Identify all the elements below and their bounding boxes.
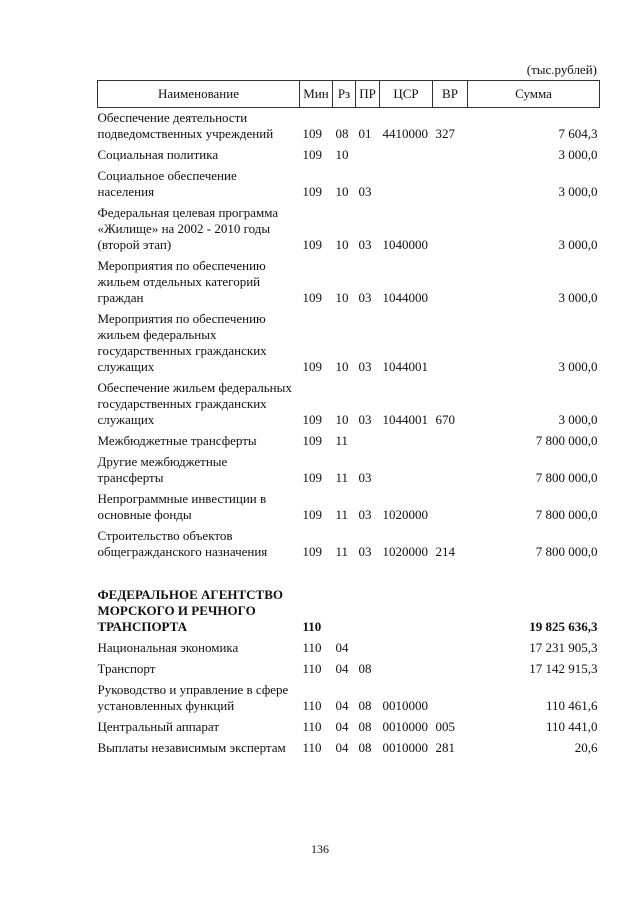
table-row <box>98 717 600 738</box>
cell-vr <box>433 145 468 166</box>
cell-pr: 08 <box>358 740 372 755</box>
cell-rz: 11 <box>335 544 349 559</box>
cell-min: 109 <box>302 359 322 374</box>
cell-pr: 08 <box>358 698 372 713</box>
cell-name: Центральный аппарат <box>97 719 220 734</box>
cell-sum: 19 825 636,3 <box>529 619 598 634</box>
table-row <box>98 203 600 256</box>
cell-min: 110 <box>302 719 322 734</box>
cell-vr: 214 <box>435 544 455 559</box>
cell-sum: 3 000,0 <box>558 237 598 252</box>
cell-name: Социальная политика <box>97 147 219 162</box>
cell-rz <box>333 585 356 638</box>
cell-vr <box>433 203 468 256</box>
header-pr: ПР <box>356 81 380 108</box>
cell-min: 109 <box>302 237 322 252</box>
cell-csr: 4410000 <box>382 126 428 141</box>
cell-rz: 10 <box>335 412 349 427</box>
cell-csr: 1040000 <box>382 237 428 252</box>
cell-rz: 08 <box>335 126 349 141</box>
table-row <box>98 108 600 146</box>
table-row <box>98 659 600 680</box>
cell-pr <box>356 638 380 659</box>
cell-vr <box>433 452 468 489</box>
table-row <box>98 309 600 378</box>
cell-sum: 7 800 000,0 <box>535 544 598 559</box>
cell-rz: 10 <box>335 147 349 162</box>
header-rz: Рз <box>333 81 356 108</box>
cell-csr: 1044001 <box>382 412 428 427</box>
cell-sum: 110 441,0 <box>545 719 598 734</box>
section-spacer <box>98 563 600 585</box>
cell-rz: 04 <box>335 719 349 734</box>
table-header-row <box>98 81 600 108</box>
cell-min: 110 <box>302 640 322 655</box>
cell-sum: 7 800 000,0 <box>535 470 598 485</box>
cell-rz: 10 <box>335 290 349 305</box>
cell-csr <box>380 638 433 659</box>
cell-csr <box>380 431 433 452</box>
cell-name: Национальная экономика <box>97 640 239 655</box>
cell-vr <box>433 489 468 526</box>
cell-pr <box>356 431 380 452</box>
cell-rz: 04 <box>335 640 349 655</box>
header-vr: ВР <box>433 81 468 108</box>
table-row <box>98 489 600 526</box>
budget-table <box>97 80 600 759</box>
cell-name: Мероприятия по обеспечению жильем отдельных категорий граждан <box>97 258 266 305</box>
header-min: Мин <box>300 81 333 108</box>
cell-csr <box>380 166 433 203</box>
table-row <box>98 526 600 563</box>
cell-name: Строительство объектов общегражданского назначения <box>97 528 268 559</box>
cell-vr <box>433 309 468 378</box>
cell-min: 109 <box>302 126 322 141</box>
cell-rz: 11 <box>335 470 349 485</box>
header-csr: ЦСР <box>380 81 433 108</box>
cell-name: Обеспечение жильем федеральных государственных гражданских служащих <box>97 380 292 427</box>
cell-sum: 3 000,0 <box>558 184 598 199</box>
cell-name: Выплаты независимым экспертам <box>97 740 286 755</box>
cell-name: Федеральная целевая программа «Жилище» на 2002 - 2010 годы (второй этап) <box>97 205 279 252</box>
cell-csr: 1044000 <box>382 290 428 305</box>
cell-pr <box>356 145 380 166</box>
cell-min: 109 <box>302 290 322 305</box>
cell-min: 109 <box>302 147 322 162</box>
cell-csr: 0010000 <box>382 719 428 734</box>
cell-min: 109 <box>302 470 322 485</box>
cell-vr <box>433 256 468 309</box>
cell-min: 110 <box>302 698 322 713</box>
cell-name: Обеспечение деятельности подведомственных учреждений <box>97 110 274 141</box>
cell-min: 110 <box>302 740 322 755</box>
cell-vr: 670 <box>435 412 455 427</box>
cell-csr: 1020000 <box>382 507 428 522</box>
cell-pr: 03 <box>358 470 372 485</box>
cell-sum: 7 604,3 <box>558 126 598 141</box>
cell-sum: 3 000,0 <box>558 147 598 162</box>
cell-sum: 3 000,0 <box>558 412 598 427</box>
header-name: Наименование <box>98 81 300 108</box>
cell-pr: 03 <box>358 237 372 252</box>
table-row <box>98 256 600 309</box>
table-row <box>98 638 600 659</box>
cell-sum: 7 800 000,0 <box>535 433 598 448</box>
cell-vr <box>433 431 468 452</box>
cell-rz: 11 <box>335 507 349 522</box>
cell-name: Транспорт <box>97 661 156 676</box>
cell-sum: 17 231 905,3 <box>529 640 598 655</box>
cell-sum: 110 461,6 <box>545 698 598 713</box>
cell-rz: 04 <box>335 740 349 755</box>
cell-csr <box>380 585 433 638</box>
table-row <box>98 680 600 717</box>
table-row <box>98 452 600 489</box>
cell-vr <box>433 659 468 680</box>
cell-csr: 1020000 <box>382 544 428 559</box>
table-row <box>98 431 600 452</box>
cell-pr: 08 <box>358 661 372 676</box>
cell-sum: 17 142 915,3 <box>529 661 598 676</box>
table-row <box>98 738 600 759</box>
cell-pr: 03 <box>358 544 372 559</box>
cell-sum: 20,6 <box>574 740 598 755</box>
cell-vr <box>433 680 468 717</box>
cell-rz: 10 <box>335 184 349 199</box>
cell-name: Другие межбюджетные трансферты <box>97 454 228 485</box>
cell-rz: 04 <box>335 661 349 676</box>
cell-csr <box>380 145 433 166</box>
cell-min: 109 <box>302 507 322 522</box>
cell-vr: 281 <box>435 740 455 755</box>
cell-min: 109 <box>302 433 322 448</box>
cell-vr: 327 <box>435 126 455 141</box>
cell-pr: 03 <box>358 290 372 305</box>
cell-pr: 03 <box>358 412 372 427</box>
cell-csr <box>380 452 433 489</box>
cell-name: Межбюджетные трансферты <box>97 433 257 448</box>
cell-rz: 04 <box>335 698 349 713</box>
cell-min: 109 <box>302 184 322 199</box>
cell-pr <box>356 585 380 638</box>
cell-min: 110 <box>302 661 322 676</box>
cell-pr: 03 <box>358 359 372 374</box>
cell-min: 109 <box>302 544 322 559</box>
table-row <box>98 166 600 203</box>
cell-name: ФЕДЕРАЛЬНОЕ АГЕНТСТВО МОРСКОГО И РЕЧНОГО ТРАНСПОРТА <box>97 587 283 634</box>
cell-sum: 7 800 000,0 <box>535 507 598 522</box>
cell-min: 109 <box>302 412 322 427</box>
cell-rz: 10 <box>335 237 349 252</box>
table-row <box>98 378 600 431</box>
cell-vr <box>433 638 468 659</box>
cell-rz: 11 <box>335 433 349 448</box>
cell-pr: 01 <box>358 126 372 141</box>
page-number: 136 <box>311 842 329 856</box>
cell-sum: 3 000,0 <box>558 359 598 374</box>
table-row <box>98 145 600 166</box>
cell-vr <box>433 585 468 638</box>
cell-rz: 10 <box>335 359 349 374</box>
cell-vr: 005 <box>435 719 455 734</box>
header-sum: Сумма <box>468 81 600 108</box>
cell-name: Социальное обеспечение населения <box>97 168 237 199</box>
cell-sum: 3 000,0 <box>558 290 598 305</box>
cell-vr <box>433 166 468 203</box>
cell-csr: 1044001 <box>382 359 428 374</box>
cell-pr: 08 <box>358 719 372 734</box>
cell-csr: 0010000 <box>382 698 428 713</box>
cell-pr: 03 <box>358 507 372 522</box>
cell-csr: 0010000 <box>382 740 428 755</box>
units-label: (тыс.рублей) <box>526 62 597 77</box>
cell-csr <box>380 659 433 680</box>
cell-pr: 03 <box>358 184 372 199</box>
cell-name: Мероприятия по обеспечению жильем федеральных государственных гражданских служащих <box>97 311 267 374</box>
cell-name: Руководство и управление в сфере установленных функций <box>97 682 289 713</box>
table-row <box>98 585 600 638</box>
cell-min: 110 <box>302 619 322 634</box>
cell-name: Непрограммные инвестиции в основные фонды <box>97 491 267 522</box>
